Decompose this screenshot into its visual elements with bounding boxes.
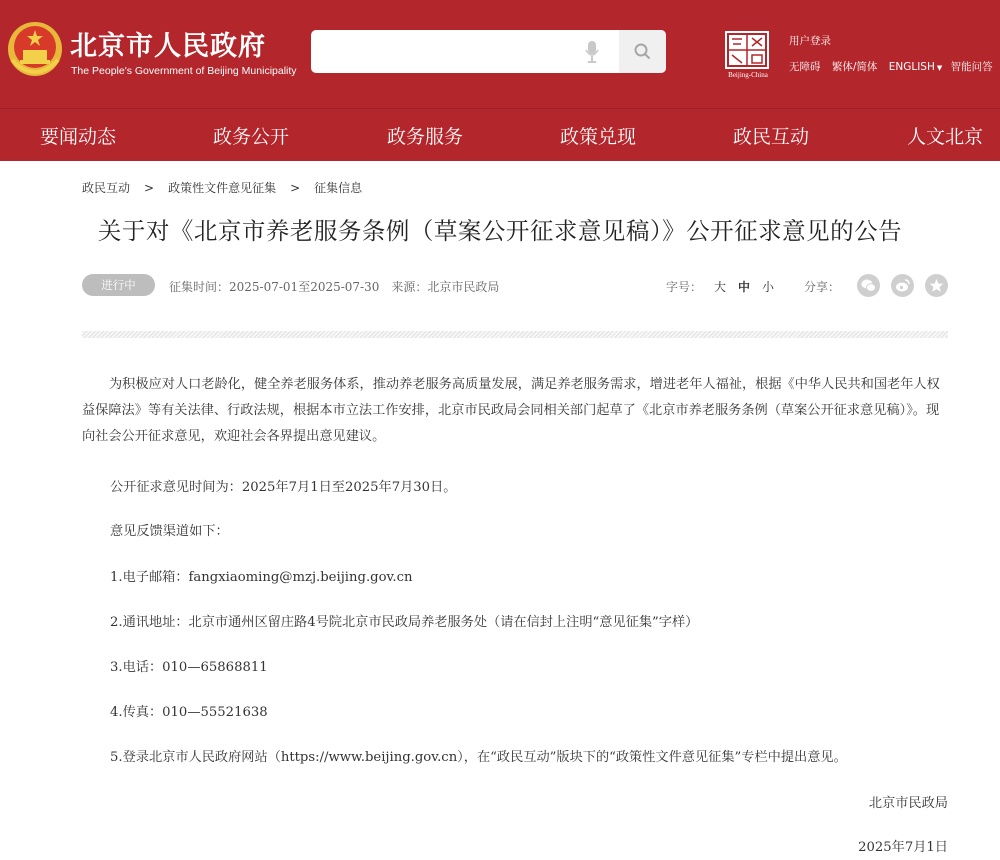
breadcrumb [82,179,362,196]
font-size-switcher [666,278,774,295]
search-input[interactable] [311,30,586,73]
article-paragraph: 为积极应对人口老龄化，健全养老服务体系，推动养老服务高质量发展，满足养老服务需求，增进老年人福祉，根据《中华人民共和国老年人权益保障法》等有关法律、行政法规，根据本市立法工作安排，北京市民政局会同相关部门起草了《北京市养老服务条例（草案公开征求意见稿）》。现向社会公开征求意见，欢迎社会各界提出意见建议。 [82,377,940,444]
article-line: 5.登录北京市人民政府网站（https://www.beijing.gov.cn），在“政民互动”版块下的“政策性文件意见征集”专栏中提出意见。 [110,750,847,765]
article-source: 来源：北京市民政局 [391,280,500,294]
breadcrumb-item[interactable]: 政策性文件意见征集 [168,181,277,195]
article-line: 2.通讯地址：北京市通州区留庄路4号院北京市民政局养老服务处（请在信封上注明“意见征集”字样） [110,615,699,630]
main-nav [0,108,1000,161]
article-line: 3.电话：010—65868811 [110,660,268,675]
nav-item-gov-affairs[interactable]: 政务公开 [213,126,290,148]
weibo-icon[interactable] [891,274,914,297]
login-link[interactable]: 用户登录 [789,35,831,47]
site-header [0,0,1000,108]
page-title: 关于对《北京市养老服务条例（草案公开征求意见稿）》公开征求意见的公告 [97,217,903,245]
font-size-label: 字号： [666,280,703,294]
site-name[interactable]: 北京市人民政府 [70,31,266,62]
nav-item-gov-services[interactable]: 政务服务 [387,126,464,148]
search-icon [634,43,651,60]
smart-qa-link[interactable]: 智能问答 [950,61,993,73]
article-line: 1.电子邮箱：fangxiaoming@mzj.beijing.gov.cn [110,570,413,585]
article-line: 公开征求意见时间为：2025年7月1日至2025年7月30日。 [110,480,457,495]
microphone-icon[interactable] [585,41,599,63]
caret-down-icon[interactable]: ▼ [936,64,943,72]
nav-item-news[interactable]: 要闻动态 [40,126,117,148]
article-line: 意见反馈渠道如下： [110,524,229,539]
english-link[interactable]: ENGLISH [888,61,935,73]
top-links [789,59,1000,74]
nav-item-culture[interactable]: 人文北京 [907,126,984,148]
signature: 北京市民政局 [868,796,948,811]
article-line: 4.传真：010—55521638 [110,705,268,720]
site-name-english[interactable]: The People's Government of Beijing Municipality [71,65,297,77]
font-size-medium[interactable]: 中 [738,280,751,294]
wechat-icon[interactable] [857,274,880,297]
breadcrumb-separator: > [290,181,301,195]
font-size-large[interactable]: 大 [714,280,727,294]
signature-date: 2025年7月1日 [858,840,948,855]
breadcrumb-item[interactable]: 政民互动 [82,181,131,195]
traditional-simplified-link[interactable]: 繁体/简体 [831,61,878,73]
font-size-small[interactable]: 小 [762,280,775,294]
collection-period: 征集时间：2025-07-01至2025-07-30 [169,280,380,294]
status-badge: 进行中 [82,274,155,296]
nav-item-interaction[interactable]: 政民互动 [733,126,810,148]
capital-window-logo-icon[interactable] [724,30,770,70]
share-label: 分享： [804,280,841,294]
capital-window-caption: Beijing-China [728,71,768,79]
favorite-icon[interactable] [925,274,948,297]
breadcrumb-separator: > [144,181,155,195]
search-box [311,30,666,73]
nav-item-policy[interactable]: 政策兑现 [560,126,637,148]
article-body [82,372,948,450]
article-meta [169,278,499,295]
search-button[interactable] [619,30,666,73]
national-emblem-icon[interactable] [6,20,64,80]
divider [82,331,948,338]
breadcrumb-item[interactable]: 征集信息 [314,181,363,195]
accessibility-link[interactable]: 无障碍 [789,61,821,73]
